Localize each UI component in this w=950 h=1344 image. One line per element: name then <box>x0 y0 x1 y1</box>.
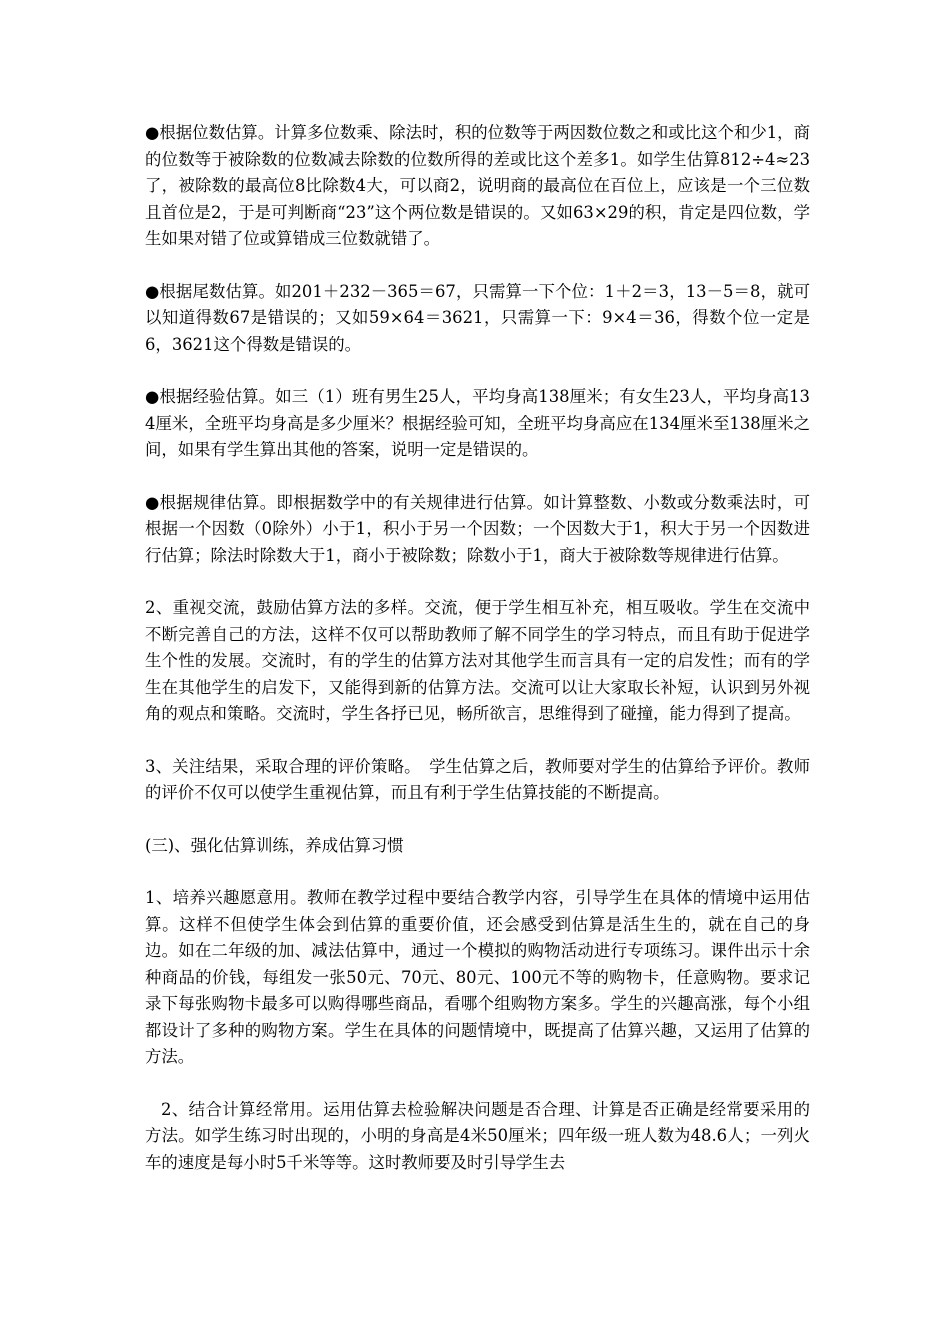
document-body <box>145 120 810 1202</box>
paragraph-exchange: 2、重视交流，鼓励估算方法的多样。交流，便于学生相互补充，相互吸收。学生在交流中不断完善自己的方法，这样不仅可以帮助教师了解不同学生的学习特点，而且有助于促进学生个性的发展。交流时，有的学生的估算方法对其他学生而言具有一定的启发性；而有的学生在其他学生的启发下，又能得到新的估算方法。交流可以让大家取长补短，认识到另外视角的观点和策略。交流时，学生各抒已见，畅所欲言，思维得到了碰撞，能力得到了提高。 <box>145 598 810 723</box>
section-heading: (三)、强化估算训练，养成估算习惯 <box>145 835 404 855</box>
paragraph-calculation: 2、结合计算经常用。运用估算去检验解决问题是否合理、计算是否正确是经常要采用的方法。如学生练习时出现的，小明的身高是4米50厘米；四年级一班人数为48.6人；一列火车的速度是每小时5千米等等。这时教师要及时引导学生去 <box>145 1099 810 1172</box>
paragraph-digit-estimation: ●根据位数估算。计算多位数乘、除法时，积的位数等于两因数位数之和或比这个和少1，商的位数等于被除数的位数减去除数的位数所得的差或比这个差多1。如学生估算812÷4≈23了，被除数的最高位8比除数4大，可以商2，说明商的最高位在百位上，应该是一个三位数且首位是2，于是可判断商“23”这个两位数是错误的。又如63×29的积，肯定是四位数，学生如果对错了位或算错成三位数就错了。 <box>145 123 810 248</box>
paragraph-last-digit-estimation: ●根据尾数估算。如201＋232－365＝67，只需算一下个位：1＋2＝3，13－5＝8，就可以知道得数67是错误的；又如59×64＝3621，只需算一下：9×4＝36，得数个位一定是6，3621这个得数是错误的。 <box>145 281 810 354</box>
paragraph-evaluation: 3、关注结果，采取合理的评价策略。 学生估算之后，教师要对学生的估算给予评价。教师的评价不仅可以使学生重视估算，而且有利于学生估算技能的不断提高。 <box>145 756 810 802</box>
paragraph-experience-estimation: ●根据经验估算。如三（1）班有男生25人，平均身高138厘米；有女生23人，平均身高134厘米，全班平均身高是多少厘米？根据经验可知，全班平均身高应在134厘米至138厘米之间，如果有学生算出其他的答案，说明一定是错误的。 <box>145 387 810 459</box>
paragraph-rule-estimation: ●根据规律估算。即根据数学中的有关规律进行估算。如计算整数、小数或分数乘法时，可根据一个因数（0除外）小于1，积小于另一个因数；一个因数大于1，积大于另一个因数进行估算；除法时除数大于1，商小于被除数；除数小于1，商大于被除数等规律进行估算。 <box>145 492 810 565</box>
paragraph-interest: 1、培养兴趣愿意用。教师在教学过程中要结合教学内容，引导学生在具体的情境中运用估算。这样不但使学生体会到估算的重要价值，还会感受到估算是活生生的，就在自己的身边。如在二年级的加、减法估算中，通过一个模拟的购物活动进行专项练习。课件出示十余种商品的价钱，每组发一张50元、70元、80元、100元不等的购物卡，任意购物。要求记录下每张购物卡最多可以购得哪些商品，看哪个组购物方案多。学生的兴趣高涨，每个小组都设计了多种的购物方案。学生在具体的问题情境中，既提高了估算兴趣，又运用了估算的方法。 <box>145 888 810 1066</box>
